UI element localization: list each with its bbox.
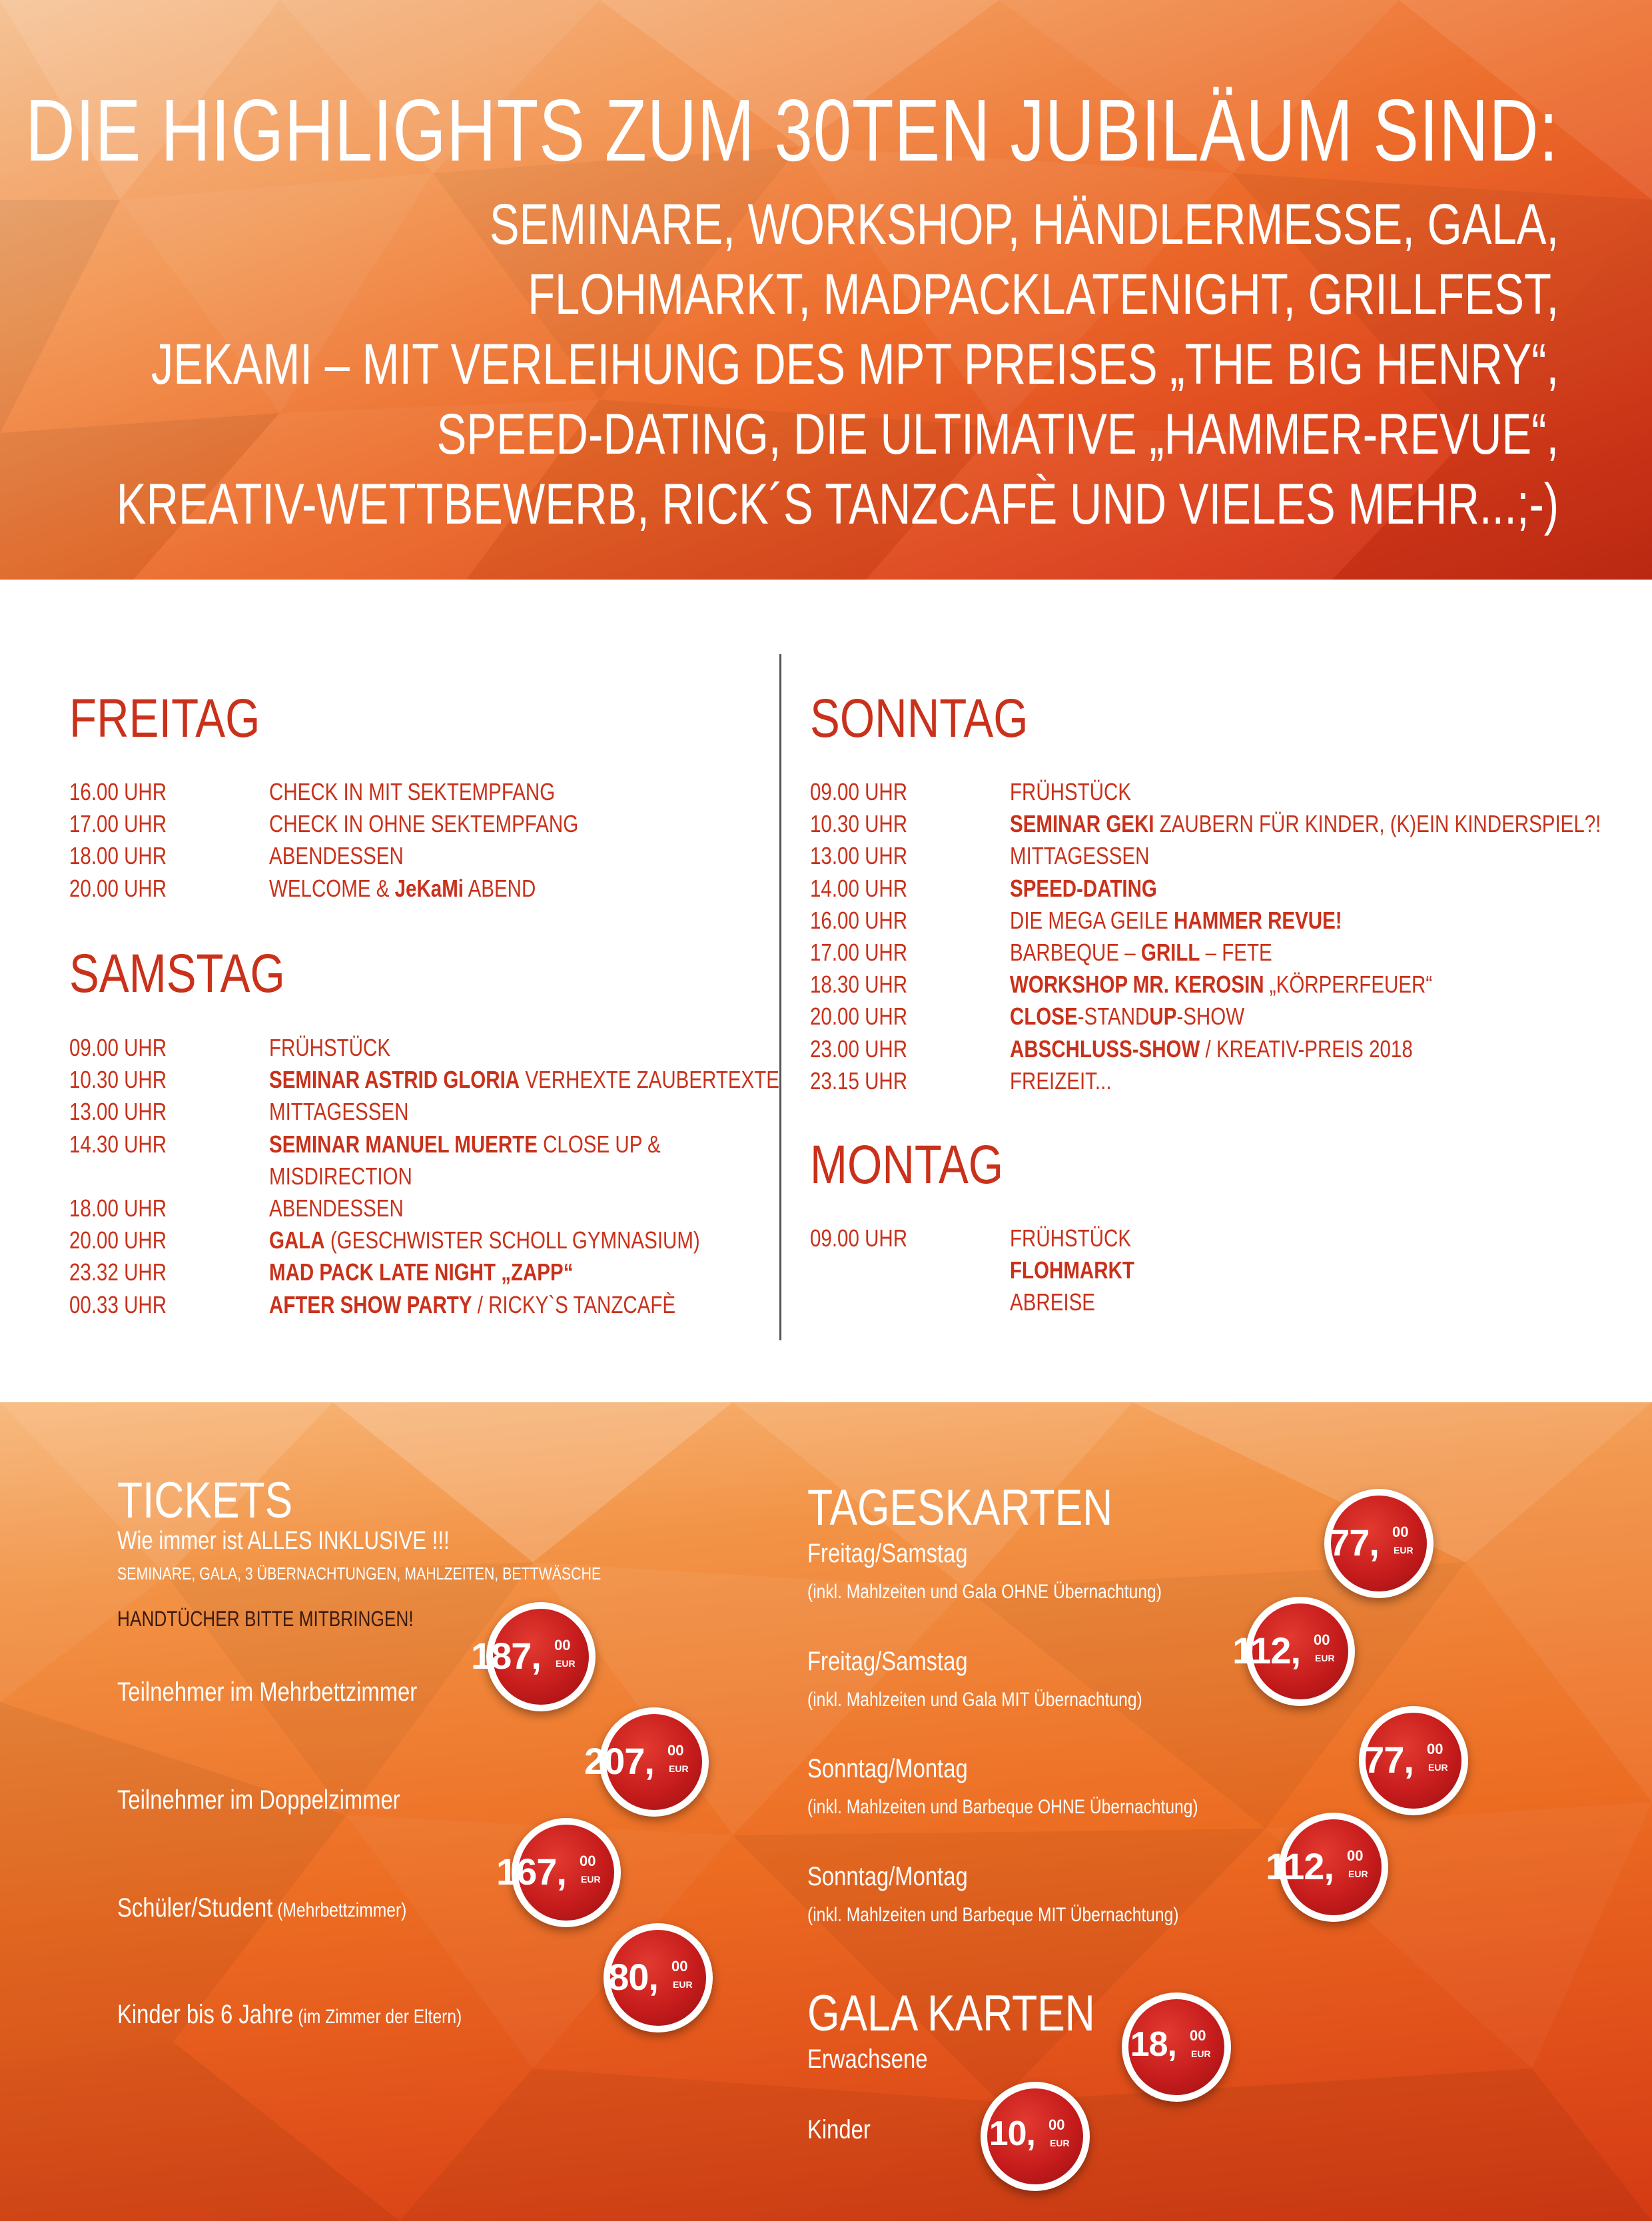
highlights-line: JEKAMI – MIT VERLEIHUNG DES MPT PREISES „THE BIG HENRY“, [151, 332, 1559, 396]
column-divider [779, 654, 781, 1340]
schedule-section [0, 580, 1652, 1402]
tageskarte-label: Sonntag/Montag [807, 1862, 968, 1891]
schedule-activity: ABENDESSEN [269, 842, 404, 870]
schedule-activity: ABENDESSEN [269, 1194, 404, 1222]
tageskarte-note: (inkl. Mahlzeiten und Barbeque OHNE Übernachtung) [807, 1796, 1198, 1818]
price-badge: 187, 00 EUR [486, 1602, 596, 1711]
schedule-time: 10.30 UHR [69, 1066, 167, 1094]
gala-label: Erwachsene [807, 2044, 928, 2074]
schedule-activity: SEMINAR ASTRID GLORIA VERHEXTE ZAUBERTEXTE [269, 1066, 779, 1094]
day-title-freitag: FREITAG [69, 688, 260, 749]
tageskarten-title: TAGESKARTEN [807, 1480, 1113, 1536]
schedule-activity: WORKSHOP MR. KEROSIN „KÖRPERFEUER“ [1010, 971, 1433, 999]
schedule-time: 09.00 UHR [69, 1034, 167, 1061]
ticket-label: Teilnehmer im Mehrbettzimmer [117, 1677, 418, 1707]
schedule-activity: AFTER SHOW PARTY / RICKY`S TANZCAFÈ [269, 1290, 676, 1318]
tickets-title: TICKETS [117, 1472, 293, 1529]
price-badge: 80, 00 EUR [604, 1923, 713, 2032]
tageskarte-label: Freitag/Samstag [807, 1647, 968, 1676]
highlights-list [117, 190, 1559, 540]
prices-section [0, 1402, 1652, 2221]
highlights-line: SEMINARE, WORKSHOP, HÄNDLERMESSE, GALA, [489, 193, 1559, 256]
schedule-activity: DIE MEGA GEILE HAMMER REVUE! [1010, 906, 1342, 934]
schedule-time: 13.00 UHR [810, 842, 908, 870]
schedule-time: 18.30 UHR [810, 971, 908, 999]
tageskarte-label: Sonntag/Montag [807, 1754, 968, 1783]
day-title-samstag: SAMSTAG [69, 943, 285, 1004]
price-badge: 10, 00 EUR [981, 2082, 1090, 2191]
gala-label: Kinder [807, 2115, 871, 2144]
schedule-activity: SEMINAR GEKI ZAUBERN FÜR KINDER, (K)EIN KINDERSPIEL?! [1010, 810, 1601, 838]
schedule-activity: MAD PACK LATE NIGHT „ZAPP“ [269, 1258, 574, 1286]
schedule-time: 17.00 UHR [69, 810, 167, 838]
highlights-line: KREATIV-WETTBEWERB, RICK´S TANZCAFÈ UND VIELES MEHR...;-) [116, 472, 1559, 536]
schedule-activity: CHECK IN OHNE SEKTEMPFANG [269, 810, 579, 838]
schedule-activity: FREIZEIT... [1010, 1067, 1112, 1095]
ticket-label: Teilnehmer im Doppelzimmer [117, 1785, 400, 1815]
schedule-activity: MITTAGESSEN [269, 1098, 409, 1126]
schedule-activity: CHECK IN MIT SEKTEMPFANG [269, 778, 556, 805]
schedule-activity: SEMINAR MANUEL MUERTE CLOSE UP & [269, 1130, 661, 1158]
tageskarte-note: (inkl. Mahlzeiten und Gala OHNE Übernachtung) [807, 1581, 1162, 1603]
schedule-time: 14.00 UHR [810, 874, 908, 902]
tickets-note: HANDTÜCHER BITTE MITBRINGEN! [117, 1607, 414, 1631]
schedule-activity: FRÜHSTÜCK [1010, 778, 1132, 805]
schedule-time: 13.00 UHR [69, 1098, 167, 1126]
schedule-time: 20.00 UHR [810, 1003, 908, 1031]
price-badge: 77, 00 EUR [1324, 1489, 1434, 1598]
schedule-time: 20.00 UHR [69, 1226, 167, 1254]
tickets-includes: SEMINARE, GALA, 3 ÜBERNACHTUNGEN, MAHLZEITEN, BETTWÄSCHE [117, 1563, 602, 1583]
schedule-time: 16.00 UHR [810, 906, 908, 934]
price-badge: 77, 00 EUR [1359, 1706, 1468, 1815]
price-badge: 207, 00 EUR [600, 1707, 709, 1817]
schedule-time: 23.15 UHR [810, 1067, 908, 1095]
price-badge: 112, 00 EUR [1279, 1813, 1388, 1922]
schedule-activity: FRÜHSTÜCK [269, 1034, 391, 1061]
highlights-line: FLOHMARKT, MADPACKLATENIGHT, GRILLFEST, [527, 262, 1559, 326]
schedule-activity: SPEED-DATING [1010, 874, 1157, 902]
schedule-time: 20.00 UHR [69, 874, 167, 902]
schedule-time: 18.00 UHR [69, 842, 167, 870]
schedule-activity: GALA (GESCHWISTER SCHOLL GYMNASIUM) [269, 1226, 700, 1254]
schedule-time: 10.30 UHR [810, 810, 908, 838]
tageskarte-note: (inkl. Mahlzeiten und Gala MIT Übernachtung) [807, 1689, 1142, 1711]
schedule-activity: WELCOME & JeKaMi ABEND [269, 874, 536, 902]
schedule-time: 09.00 UHR [810, 1224, 908, 1252]
schedule-activity: ABSCHLUSS-SHOW / KREATIV-PREIS 2018 [1010, 1035, 1413, 1063]
day-title-montag: MONTAG [810, 1134, 1004, 1195]
schedule-activity: FLOHMARKT [1010, 1256, 1134, 1284]
header-banner [0, 0, 1652, 580]
tageskarte-label: Freitag/Samstag [807, 1539, 968, 1568]
ticket-label: Schüler/Student (Mehrbettzimmer) [117, 1893, 407, 1923]
schedule-time: 14.30 UHR [69, 1130, 167, 1158]
tickets-subtitle: Wie immer ist ALLES INKLUSIVE !!! [117, 1527, 450, 1555]
highlights-line: SPEED-DATING, DIE ULTIMATIVE „HAMMER-REVUE“, [436, 402, 1559, 466]
schedule-time: 23.00 UHR [810, 1035, 908, 1063]
price-badge: 167, 00 EUR [512, 1818, 621, 1927]
schedule-activity: FRÜHSTÜCK [1010, 1224, 1132, 1252]
schedule-activity: CLOSE-STANDUP-SHOW [1010, 1003, 1245, 1031]
schedule-time: 00.33 UHR [69, 1290, 167, 1318]
schedule-time: 23.32 UHR [69, 1258, 167, 1286]
schedule-time: 09.00 UHR [810, 778, 908, 805]
schedule-activity: ABREISE [1010, 1288, 1095, 1316]
price-badge: 112, 00 EUR [1246, 1597, 1355, 1706]
schedule-activity: MITTAGESSEN [1010, 842, 1150, 870]
gala-title: GALA KARTEN [807, 1985, 1095, 2042]
ticket-label: Kinder bis 6 Jahre (im Zimmer der Eltern) [117, 2000, 462, 2029]
price-badge: 18, 00 EUR [1122, 1993, 1231, 2102]
schedule-activity: MISDIRECTION [269, 1162, 412, 1190]
highlights-title: DIE HIGHLIGHTS ZUM 30TEN JUBILÄUM SIND: [25, 81, 1559, 179]
schedule-activity: BARBEQUE – GRILL – FETE [1010, 938, 1272, 966]
schedule-time: 16.00 UHR [69, 778, 167, 805]
day-title-sonntag: SONNTAG [810, 688, 1029, 749]
tageskarte-note: (inkl. Mahlzeiten und Barbeque MIT Übernachtung) [807, 1904, 1179, 1926]
schedule-time: 17.00 UHR [810, 938, 908, 966]
schedule-time: 18.00 UHR [69, 1194, 167, 1222]
